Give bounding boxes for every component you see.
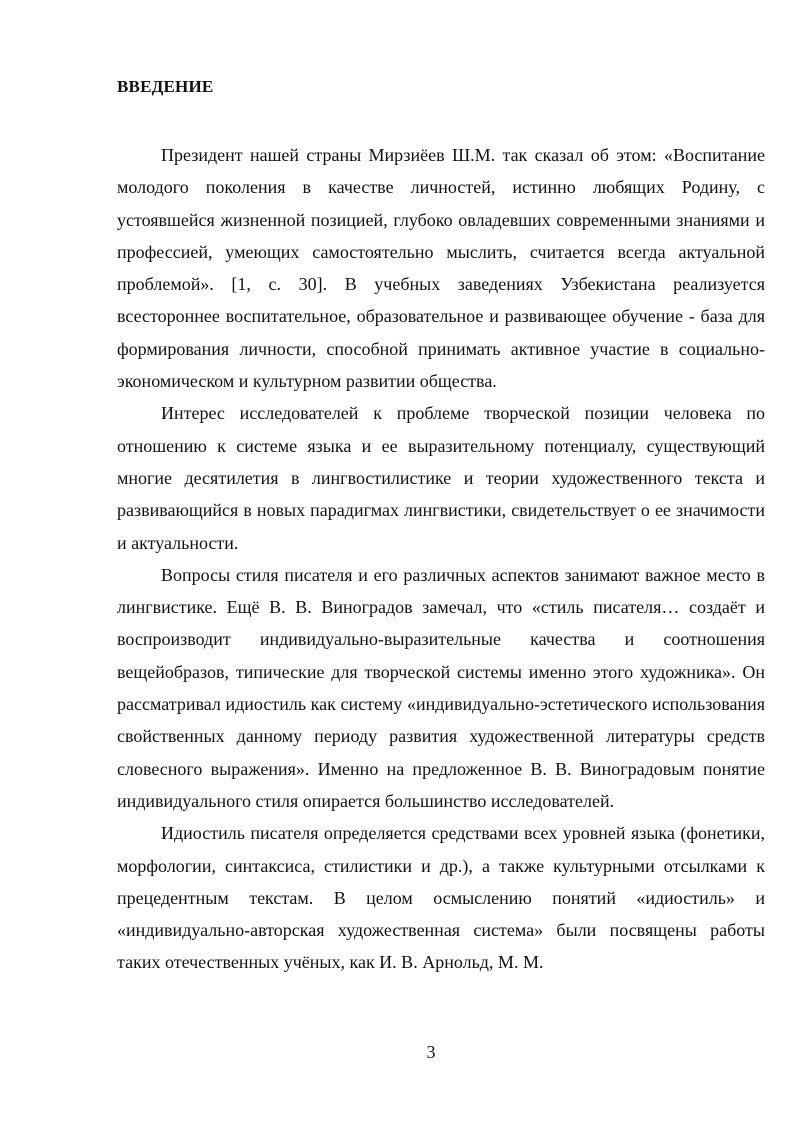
paragraph-2: Интерес исследователей к проблеме творческой позиции человека по отношению к системе языка и ее выразительному потенциалу, существующий многие десятилетия в лингвостилистике и теории художественного текста и развивающийся в новых парадигмах лингвистики, свидетельствует о ее значимости и актуальности. xyxy=(117,403,765,553)
paragraph-3: Вопросы стиля писателя и его различных аспектов занимают важное место в лингвистике. Ещё В. В. Виноградов замечал, что «стиль писателя… создаёт и воспроизводит индивидуально-выразительные качества и соотношения вещейобразов, типические для творческой системы именно этого художника». Он рассматривал идиостиль как систему «индивидуально-эстетического использования свойственных данному периоду развития художественной литературы средств словесного выражения». Именно на предложенное В. В. Виноградовым понятие индивидуального стиля опирается большинство исследователей. xyxy=(117,564,765,811)
paragraph-4: Идиостиль писателя определяется средствами всех уровней языка (фонетики, морфологии, синтаксиса, стилистики и др.), а также культурными отсылками к прецедентным текстам. В целом осмыслению понятий «идиостиль» и «индивидуально-авторская художественная система» были посвящены работы таких отечественных учёных, как И. В. Арнольд, М. М. xyxy=(117,823,765,973)
section-heading: ВВЕДЕНИЕ xyxy=(117,77,214,96)
paragraph-1: Президент нашей страны Мирзиёев Ш.М. так сказал об этом: «Воспитание молодого поколения в качестве личностей, истинно любящих Родину, с устоявшейся жизненной позицией, глубоко овладевших современными знаниями и профессией, умеющих самостоятельно мыслить, считается всегда актуальной проблемой». [1, с. 30]. В учебных заведениях Узбекистана реализуется всестороннее воспитательное, образовательное и развивающее обучение - база для формирования личности, способной принимать активное участие в социально-экономическом и культурном развитии общества. xyxy=(117,145,765,392)
page-number: 3 xyxy=(426,1042,436,1062)
body-text xyxy=(117,139,765,979)
